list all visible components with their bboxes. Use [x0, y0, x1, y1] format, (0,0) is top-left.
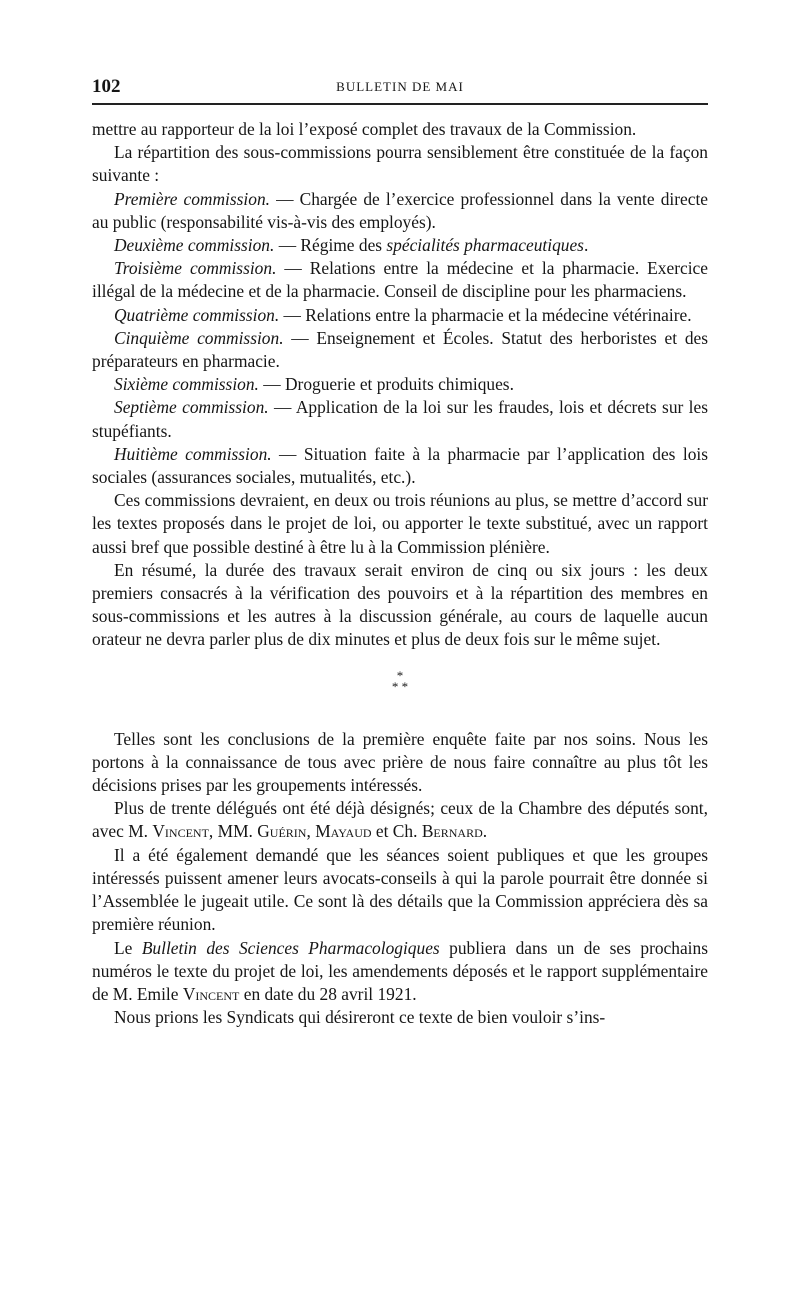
separator-star-bottom: * * — [391, 678, 409, 694]
journal-title: Bulletin des Sciences Pharmacologiques — [141, 937, 440, 958]
text-run: Plus de trente délégués ont été déjà désignés; ceux de la Chambre des députés sont, avec M. — [92, 798, 708, 842]
paragraph: En résumé, la durée des travaux serait environ de cinq ou six jours : les deux premiers consacrés à la vérification des pouvoirs et à la répartition des membres en sous-commissions et les autres à la discussion générale, au cours de laquelle aucun orateur ne devra parler plus de dix minutes et plus de deux fois sur le même sujet. — [92, 559, 708, 650]
page-header — [92, 76, 708, 98]
commission-label: Troisième commission. — [114, 258, 277, 279]
commission-text: — Situation faite à la pharmacie par l’application des lois sociales (assurances sociales, mutualités, etc.). — [92, 443, 708, 488]
commission-text: — Relations entre la médecine et la pharmacie. Exercice illégal de la médecine et de la pharmacie. Conseil de discipline pour les pharmaciens. — [92, 258, 708, 302]
commission-item — [92, 188, 708, 234]
person-name: Vincent — [182, 983, 240, 1004]
commission-text: — Chargée de l’exercice professionnel dans la vente directe au public (responsabilité vis-à-vis des employés). — [92, 188, 709, 232]
commission-item — [92, 327, 708, 373]
commission-text: — Régime des — [274, 235, 387, 256]
section-separator — [92, 667, 708, 694]
separator-star-top: * — [396, 667, 404, 683]
commission-text: — Enseignement et Écoles. Statut des herboristes et des préparateurs en pharmacie. — [92, 327, 708, 372]
commission-item — [92, 373, 708, 396]
text-run: publiera dans un de ses prochains numéros le texte du projet de loi, les amendements déposés et le rapport supplémentaire de M. Emile — [92, 937, 708, 1004]
commission-label: Septième commission. — [114, 397, 269, 418]
person-name: Guérin — [257, 821, 307, 842]
commission-text: — Droguerie et produits chimiques. — [258, 374, 514, 395]
text-run: en date du 28 avril 1921. — [239, 983, 417, 1004]
paragraph-bulletin — [92, 937, 708, 1007]
commission-item — [92, 443, 708, 489]
text-run: , MM. — [208, 821, 258, 842]
commission-text: — Relations entre la pharmacie et la médecine vétérinaire. — [279, 304, 692, 325]
person-name: Bernard — [421, 821, 483, 842]
paragraph: mettre au rapporteur de la loi l’exposé complet des travaux de la Commission. — [92, 119, 637, 139]
commission-text-end: . — [583, 235, 589, 256]
paragraph: Telles sont les conclusions de la première enquête faite par nos soins. Nous les portons à la connaissance de tous avec prière de nous faire connaître au plus tôt les décisions prises par les groupements intéressés. — [92, 728, 708, 796]
text-run: Le — [114, 937, 142, 958]
paragraph-delegates — [92, 797, 708, 843]
page-number: 102 — [92, 76, 121, 97]
commission-label: Deuxième commission. — [114, 235, 275, 256]
commission-item — [92, 257, 708, 303]
text-run: , — [306, 821, 316, 842]
paragraph: Nous prions les Syndicats qui désireront ce texte de bien vouloir s’ins- — [114, 1007, 606, 1028]
commission-label: Première commission. — [114, 188, 270, 209]
running-title: BULLETIN DE MAI — [336, 79, 464, 94]
commission-italic-text: spécialités pharmaceutiques — [386, 235, 584, 256]
person-name: Mayaud — [315, 821, 372, 842]
header-rule — [92, 103, 708, 105]
body-text — [92, 118, 708, 1029]
person-name: Vincent — [152, 821, 209, 842]
commission-label: Huitième commission. — [114, 443, 272, 464]
commission-item — [92, 396, 708, 442]
commission-item — [92, 234, 708, 257]
paragraph: Ces commissions devraient, en deux ou trois réunions au plus, se mettre d’accord sur les textes proposés dans le projet de loi, ou apporter le texte substitué, avec un rapport aussi bref que possible destiné à être lu à la Commission plénière. — [92, 490, 708, 557]
commission-item — [92, 304, 708, 327]
commission-label: Cinquième commission. — [114, 327, 284, 348]
text-run: et Ch. — [371, 821, 422, 842]
paragraph: La répartition des sous-commissions pourra sensiblement être constituée de la façon suivante : — [92, 142, 708, 186]
paragraph: Il a été également demandé que les séances soient publiques et que les groupes intéressés puissent amener leurs avocats-conseils à qui la parole pourrait être donnée si l’Assemblée le jugeait utile. Ce sont là des détails que la Commission appréciera dès sa première réunion. — [92, 844, 708, 935]
commission-label: Quatrième commission. — [114, 304, 280, 325]
commission-text: — Application de la loi sur les fraudes, lois et décrets sur les stupéfiants. — [92, 397, 708, 441]
commission-label: Sixième commission. — [114, 374, 259, 395]
text-run: . — [482, 821, 488, 842]
